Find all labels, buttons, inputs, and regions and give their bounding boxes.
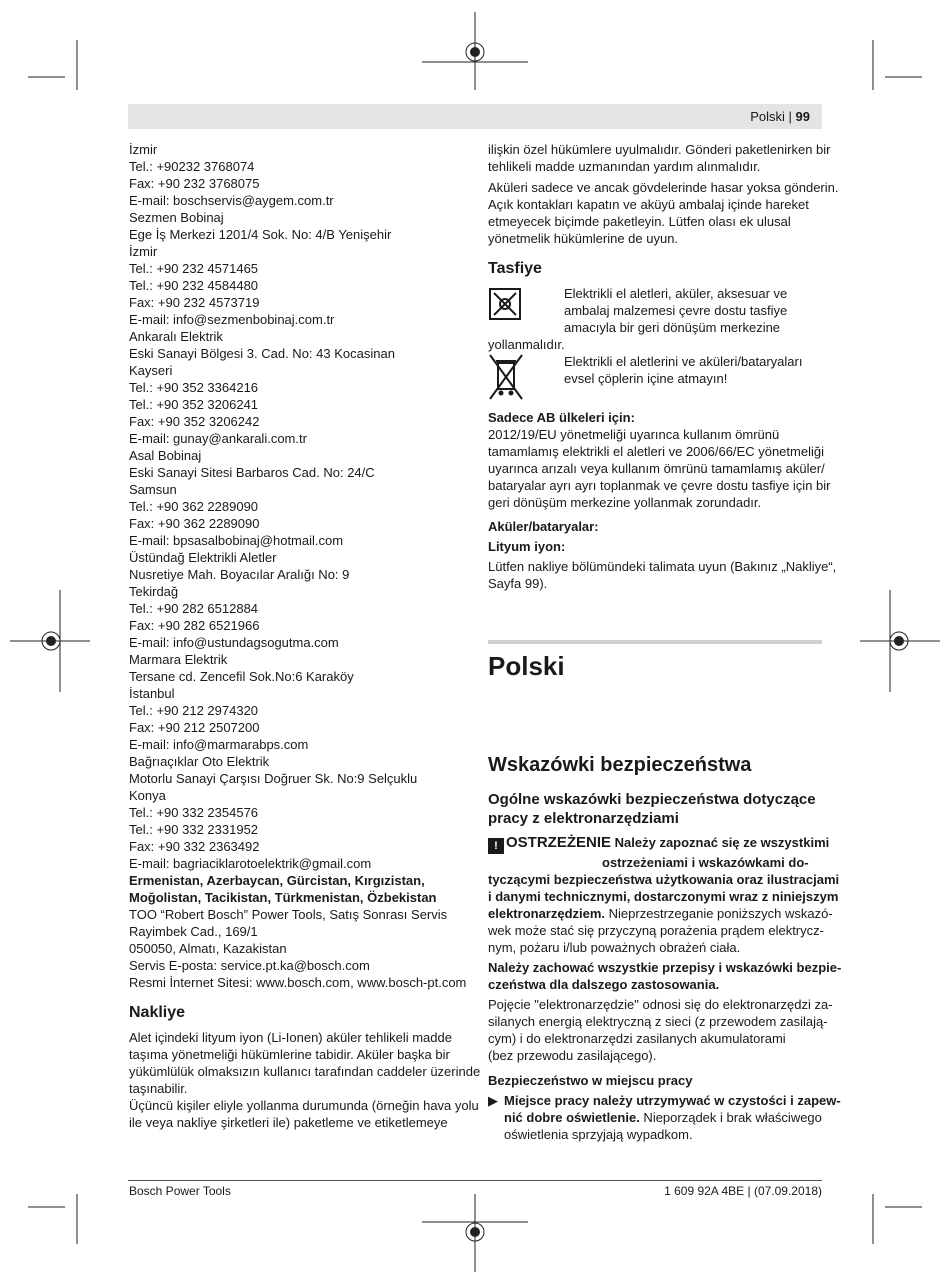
footer-brand: Bosch Power Tools — [129, 1184, 231, 1198]
contact-ankarali: Ankaralı Elektrik Eski Sanayi Bölgesi 3. Cad. No: 43 Kocasinan Kayseri Tel.: +90 352 3364216 Tel.: +90 352 3206241 Fax: +90 352 3206242 E-mail: gunay@ankarali.com.tr — [129, 329, 395, 446]
contact-bagriaciklar: Bağrıaçıklar Oto Elektrik Motorlu Sanayi Çarşısı Doğruer Sk. No:9 Selçuklu Konya Tel.: +90 332 2354576 Tel.: +90 332 2331952 Fax: +90 332 2363492 E-mail: bagriaciklarotoelektrik@gmail.com — [129, 754, 418, 871]
workplace-bullet: ▶ Miejsce pracy należy utrzymywać w czystości i zapew- nić dobre oświetlenie. Nieporządek i brak właściwego oświetlenia sprzyjają wypadkom. — [488, 1093, 841, 1142]
left-column — [129, 141, 481, 1131]
eu-heading: Sadece AB ülkeleri için: — [488, 410, 635, 425]
header-language: Polski — [750, 109, 785, 124]
footer-divider — [128, 1180, 822, 1181]
contact-sezmen: Sezmen Bobinaj Ege İş Merkezi 1201/4 Sok. No: 4/B Yenişehir İzmir Tel.: +90 232 4571465 Tel.: +90 232 4584480 Fax: +90 232 4573719 E-mail: info@sezmenbobinaj.com.tr — [129, 210, 392, 327]
warning-icon: ! — [488, 838, 504, 854]
batteries-heading: Aküler/bataryalar: — [488, 519, 599, 534]
lithium-heading: Lityum iyon: — [488, 539, 566, 554]
language-title: Polski — [488, 651, 565, 681]
safety-title: Wskazówki bezpieczeństwa — [488, 754, 752, 776]
warning-block: ! OSTRZEŻENIE Należy zapoznać się ze wszystkimi ostrzeżeniami i wskazówkami do- tyczącymi bezpieczeństwa użytkowania oraz ilustracjami i danymi technicznymi, dostarczonymi wraz z niniejszym elektronarzędziem. Nieprzestrzeganie poniższych wskazó- wek może stać się przyczyną porażenia prądem elektrycz- nym, pożaru i/lub poważnych obrażeń ciała. — [488, 834, 840, 955]
section-title-nakliye: Nakliye — [129, 1004, 186, 1021]
crossed-bin-icon — [488, 353, 524, 403]
nakliye-paragraph-1: Alet içindeki lityum iyon (Li-Ionen) aküler tehlikeli madde taşıma yönetmeliği hükümlerine tabidir. Aküler başka bir yükümlülük olmaksızın kullanıcı tarafından caddeler üzerinde taşınabilir. — [129, 1030, 481, 1096]
transport-continued-paragraph: ilişkin özel hükümlere uyulmalıdır. Gönderi paketlenirken bir tehlikeli madde uzmanından yardım alınmalıdır. — [488, 142, 831, 174]
warning-label: ! OSTRZEŻENIE — [488, 834, 611, 854]
page-header-bar — [128, 104, 822, 129]
right-column — [488, 141, 842, 1143]
contact-kazakhstan: TOO “Robert Bosch” Power Tools, Satış Sonrası Servis Rayimbek Cad., 169/1 050050, Almatı, Kazakistan Servis E-posta: service.pt.ka@bosch.com Resmi İnternet Sitesi: www.bosch.com, www.bosch-pt.com — [129, 907, 467, 990]
recycling-icon — [488, 285, 524, 325]
send-batteries-paragraph: Aküleri sadece ve ancak gövdelerinde hasar yoksa gönderin. Açık kontakları kapatın ve aküyü ambalaj içinde hareket etmeyecek biçimde paketleyin. Lütfen olası ek ulusal yönetmelik hükümlerine de uyun. — [488, 180, 839, 246]
contact-izmir: İzmir Tel.: +90232 3768074 Fax: +90 232 3768075 E-mail: boschservis@aygem.com.tr — [129, 142, 334, 208]
waste-bin-notice: Elektrikli el aletlerini ve aküleri/bataryaları evsel çöplerin içine atmayın! — [488, 353, 822, 403]
section-title-tasfiye: Tasfiye — [488, 260, 542, 277]
nakliye-paragraph-2: Üçüncü kişiler eliyle yollanma durumunda (örneğin hava yolu ile veya nakliye şirketleri ile) paketleme ve etiketlemeye — [129, 1098, 479, 1130]
bullet-triangle-icon: ▶ — [488, 1093, 498, 1108]
eu-paragraph: 2012/19/EU yönetmeliği uyarınca kullanım ömrünü tamamlamış elektrikli el aletleri ve 2006/66/EC yönetmeliği uyarınca arızalı veya kullanım ömrünü tamamlamış aküler/ bataryalar ayrı ayrı toplanmak ve çevre dostu tasfiye için bir geri dönüşüm merkezine yollanmak zorundadır. — [488, 427, 831, 510]
contact-ustundag: Üstündağ Elektrikli Aletler Nusretiye Mah. Boyacılar Aralığı No: 9 Tekirdağ Tel.: +90 282 6512884 Fax: +90 282 6521966 E-mail: info@ustundagsogutma.com — [129, 550, 350, 650]
general-safety-title: Ogólne wskazówki bezpieczeństwa dotyczące pracy z elektronarzędziami — [488, 791, 816, 827]
term-paragraph: Pojęcie "elektronarzędzie" odnosi się do elektronarzędzi za- silanych energią elektryczną z sieci (z przewodem zasilają- cym) i do elektronarzędzi zasilanych akumulatorami (bez przewodu zasilającego). — [488, 997, 833, 1063]
contact-marmara: Marmara Elektrik Tersane cd. Zencefil Sok.No:6 Karaköy İstanbul Tel.: +90 212 2974320 Fax: +90 212 2507200 E-mail: info@marmarabps.com — [129, 652, 354, 752]
page-number: 99 — [795, 109, 810, 124]
recycle-notice: Elektrikli el aletleri, aküler, aksesuar ve ambalaj malzemesi çevre dostu tasfiye amacıyla bir geri dönüşüm merkezine yollanmalıdır. — [488, 286, 788, 352]
language-divider — [488, 640, 822, 644]
lithium-paragraph: Lütfen nakliye bölümündeki talimata uyun (Bakınız „Nakliye“, Sayfa 99). — [488, 559, 837, 591]
contact-asal: Asal Bobinaj Eski Sanayi Sitesi Barbaros Cad. No: 24/C Samsun Tel.: +90 362 2289090 Fax: +90 362 2289090 E-mail: bpsasalbobinaj@hotmail.com — [129, 448, 375, 548]
page-header: Polski | 99 — [750, 109, 810, 124]
footer-doc-id: 1 609 92A 4BE | (07.09.2018) — [664, 1184, 822, 1198]
keep-instructions: Należy zachować wszystkie przepisy i wskazówki bezpie- czeństwa dla dalszego zastosowania. — [488, 960, 842, 992]
workplace-heading: Bezpieczeństwo w miejscu pracy — [488, 1073, 693, 1088]
countries-heading: Ermenistan, Azerbaycan, Gürcistan, Kırgızistan, Moğolistan, Tacikistan, Türkmenistan, Özbekistan — [129, 873, 437, 905]
